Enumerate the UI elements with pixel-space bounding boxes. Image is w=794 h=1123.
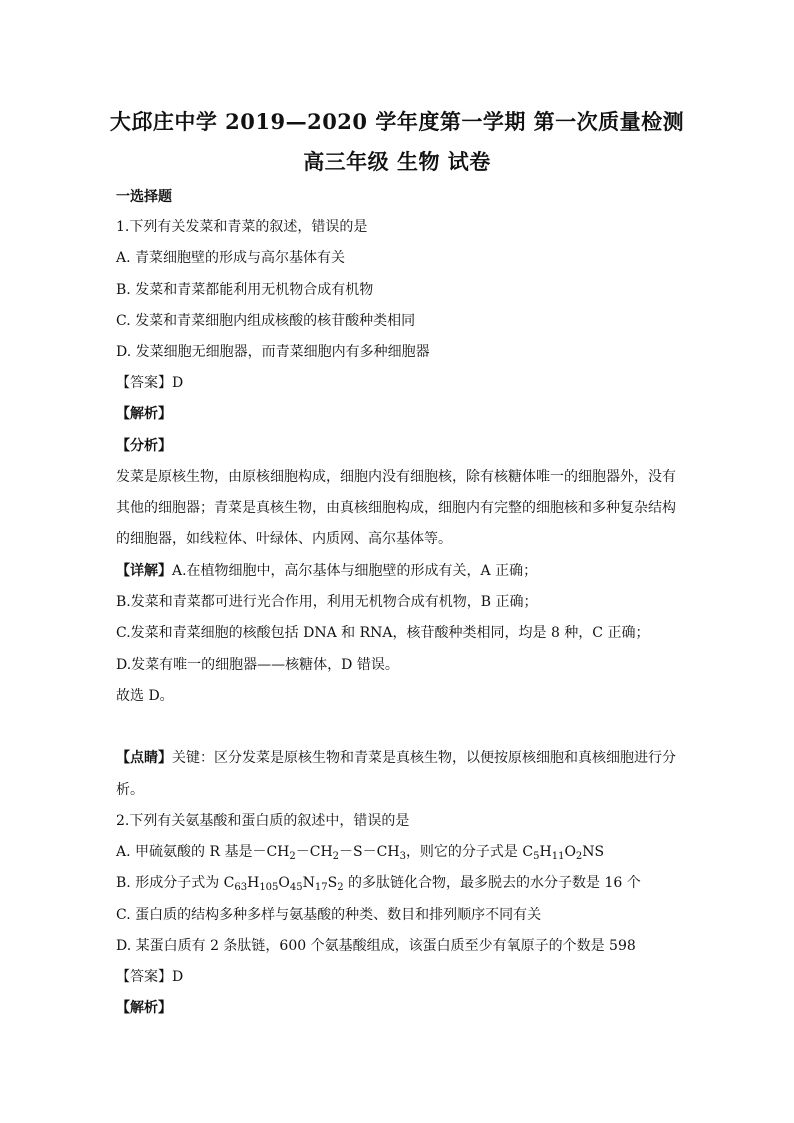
question-1-detail-line: C.发菜和青菜细胞的核酸包括 DNA 和 RNA，核苷酸种类相同，均是 8 种，C 正确； <box>116 625 650 641</box>
question-1-dianjing-line: 【点睛】关键：区分发菜是原核生物和青菜是真核生物，以便按原核细胞和真核细胞进行分 <box>116 750 676 766</box>
question-2-stem: 2.下列有关氨基酸和蛋白质的叙述中，错误的是 <box>116 813 410 829</box>
question-1-analysis-heading: 【解析】 <box>116 406 172 422</box>
question-1-fenxi-line: 其他的细胞器；青菜是真核生物，由真核细胞构成，细胞内有完整的细胞核和多种复杂结构 <box>116 500 676 516</box>
question-1-detail-line: D.发菜有唯一的细胞器——核糖体，D 错误。 <box>116 657 399 673</box>
question-1-detail-heading: 【详解】 <box>116 563 172 579</box>
question-2-answer: 【答案】D <box>116 969 184 985</box>
question-1-option-c: C. 发菜和青菜细胞内组成核酸的核苷酸种类相同 <box>116 313 416 329</box>
exam-subtitle: 高三年级 生物 试卷 <box>303 149 491 174</box>
question-2-option-a: A. 甲硫氨酸的 R 基是$-CH_2-CH_2-S-CH_3$，则它的分子式是 $C_5H_{11}O_2NS$ <box>116 844 605 862</box>
question-1-fenxi-line: 的细胞器，如线粒体、叶绿体、内质网、高尔基体等。 <box>116 531 452 547</box>
question-1-fenxi-line: 发菜是原核生物，由原核细胞构成，细胞内没有细胞核，除有核糖体唯一的细胞器外，没有 <box>116 469 676 485</box>
exam-title: 大邱庄中学 2019—2020 学年度第一学期 第一次质量检测 <box>109 109 685 134</box>
section-heading: 一选择题 <box>116 189 172 205</box>
question-1-option-a: A. 青菜细胞壁的形成与高尔基体有关 <box>116 250 346 266</box>
question-2-option-d: D. 某蛋白质有 2 条肽链，600 个氨基酸组成，该蛋白质至少有氧原子的个数是 598 <box>116 938 636 954</box>
question-1-option-d: D. 发菜细胞无细胞器，而青菜细胞内有多种细胞器 <box>116 344 430 360</box>
question-1-conclusion: 故选 D。 <box>116 688 174 704</box>
question-2-analysis-heading: 【解析】 <box>116 1000 172 1016</box>
question-1-detail-line: B.发菜和青菜都可进行光合作用，利用无机物合成有机物，B 正确； <box>116 594 538 610</box>
question-1-fenxi-heading: 【分析】 <box>116 438 172 454</box>
question-1-answer: 【答案】D <box>116 375 184 391</box>
question-1-detail-line: 【详解】A.在植物细胞中，高尔基体与细胞壁的形成有关，A 正确； <box>116 563 538 579</box>
question-1-dianjing-heading: 【点睛】 <box>116 750 172 766</box>
question-1-option-b: B. 发菜和青菜都能利用无机物合成有机物 <box>116 282 374 298</box>
question-2-option-b: B. 形成分子式为 $C_{63}H_{105}O_{45}N_{17}S_2$ 的多肽链化合物，最多脱去的水分子数是 16 个 <box>116 875 641 893</box>
question-1-dianjing-line: 析。 <box>116 782 144 798</box>
question-2-option-c: C. 蛋白质的结构多种多样与氨基酸的种类、数目和排列顺序不同有关 <box>116 907 542 923</box>
question-1-stem: 1.下列有关发菜和青菜的叙述，错误的是 <box>116 219 368 235</box>
